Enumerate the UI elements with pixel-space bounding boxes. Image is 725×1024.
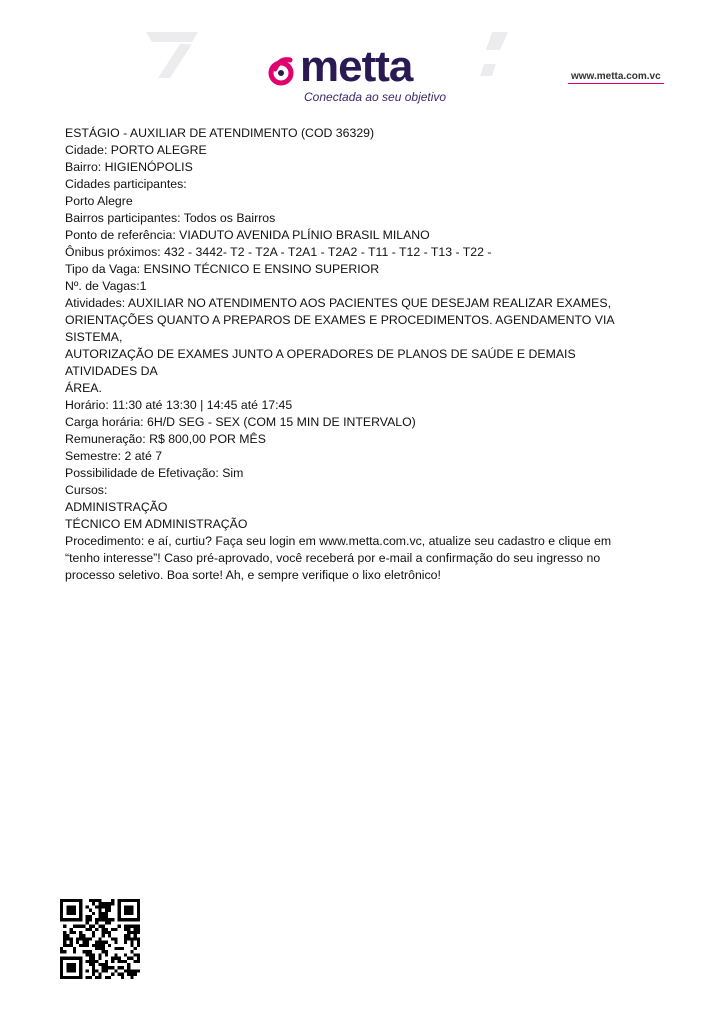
- reference-point: Ponto de referência: VIADUTO AVENIDA PLÍNIO BRASIL MILANO: [65, 228, 430, 242]
- background-stripe-left: [140, 30, 200, 80]
- procedure-line-3: processo seletivo. Boa sorte! Ah, e sempre verifique o lixo eletrônico!: [65, 568, 441, 582]
- activities-line-4: ÁREA.: [65, 381, 102, 395]
- metta-logo: [266, 42, 456, 108]
- nearby-buses: Ônibus próximos: 432 - 3442- T2 - T2A - T2A1 - T2A2 - T11 - T12 - T13 - T22 -: [65, 245, 492, 259]
- hiring-possibility: Possibilidade de Efetivação: Sim: [65, 466, 244, 480]
- courses-label: Cursos:: [65, 483, 108, 497]
- job-posting: [65, 125, 625, 584]
- course-item: TÉCNICO EM ADMINISTRAÇÃO: [65, 517, 248, 531]
- participating-city: Porto Alegre: [65, 194, 133, 208]
- job-city: Cidade: PORTO ALEGRE: [65, 143, 207, 157]
- background-stripe-right: [478, 30, 518, 80]
- workload: Carga horária: 6H/D SEG - SEX (COM 15 MIN DE INTERVALO): [65, 415, 416, 429]
- participating-neighborhoods: Bairros participantes: Todos os Bairros: [65, 211, 276, 225]
- schedule: Horário: 11:30 até 13:30 | 14:45 até 17:45: [65, 398, 293, 412]
- vacancy-count: Nº. de Vagas:1: [65, 279, 147, 293]
- semester: Semestre: 2 até 7: [65, 449, 163, 463]
- metta-logo-icon: [266, 56, 296, 86]
- activities-line-2: ORIENTAÇÕES QUANTO A PREPAROS DE EXAMES E PROCEDIMENTOS. AGENDAMENTO VIA SISTEMA,: [65, 313, 614, 344]
- job-neighborhood: Bairro: HIGIENÓPOLIS: [65, 160, 193, 174]
- procedure-line-2: “tenho interesse”! Caso pré-aprovado, você receberá por e-mail a confirmação do seu ingresso no: [65, 551, 601, 565]
- website-underline: [568, 83, 664, 84]
- brand-tagline: Conectada ao seu objetivo: [304, 90, 447, 104]
- activities-line-3: AUTORIZAÇÃO DE EXAMES JUNTO A OPERADORES DE PLANOS DE SAÚDE E DEMAIS ATIVIDADES DA: [65, 347, 576, 378]
- participating-cities-label: Cidades participantes:: [65, 177, 187, 191]
- qr-code-icon[interactable]: [60, 899, 140, 979]
- procedure-line-1: Procedimento: e aí, curtiu? Faça seu login em www.metta.com.vc, atualize seu cadastro e clique em: [65, 534, 612, 548]
- brand-name: metta: [300, 42, 413, 91]
- pay: Remuneração: R$ 800,00 POR MÊS: [65, 432, 266, 446]
- job-title: ESTÁGIO - AUXILIAR DE ATENDIMENTO (COD 36329): [65, 126, 375, 140]
- vacancy-type: Tipo da Vaga: ENSINO TÉCNICO E ENSINO SUPERIOR: [65, 262, 380, 276]
- website-url[interactable]: www.metta.com.vc: [571, 71, 661, 82]
- activities-line-1: Atividades: AUXILIAR NO ATENDIMENTO AOS PACIENTES QUE DESEJAM REALIZAR EXAMES,: [65, 296, 611, 310]
- course-item: ADMINISTRAÇÃO: [65, 500, 168, 514]
